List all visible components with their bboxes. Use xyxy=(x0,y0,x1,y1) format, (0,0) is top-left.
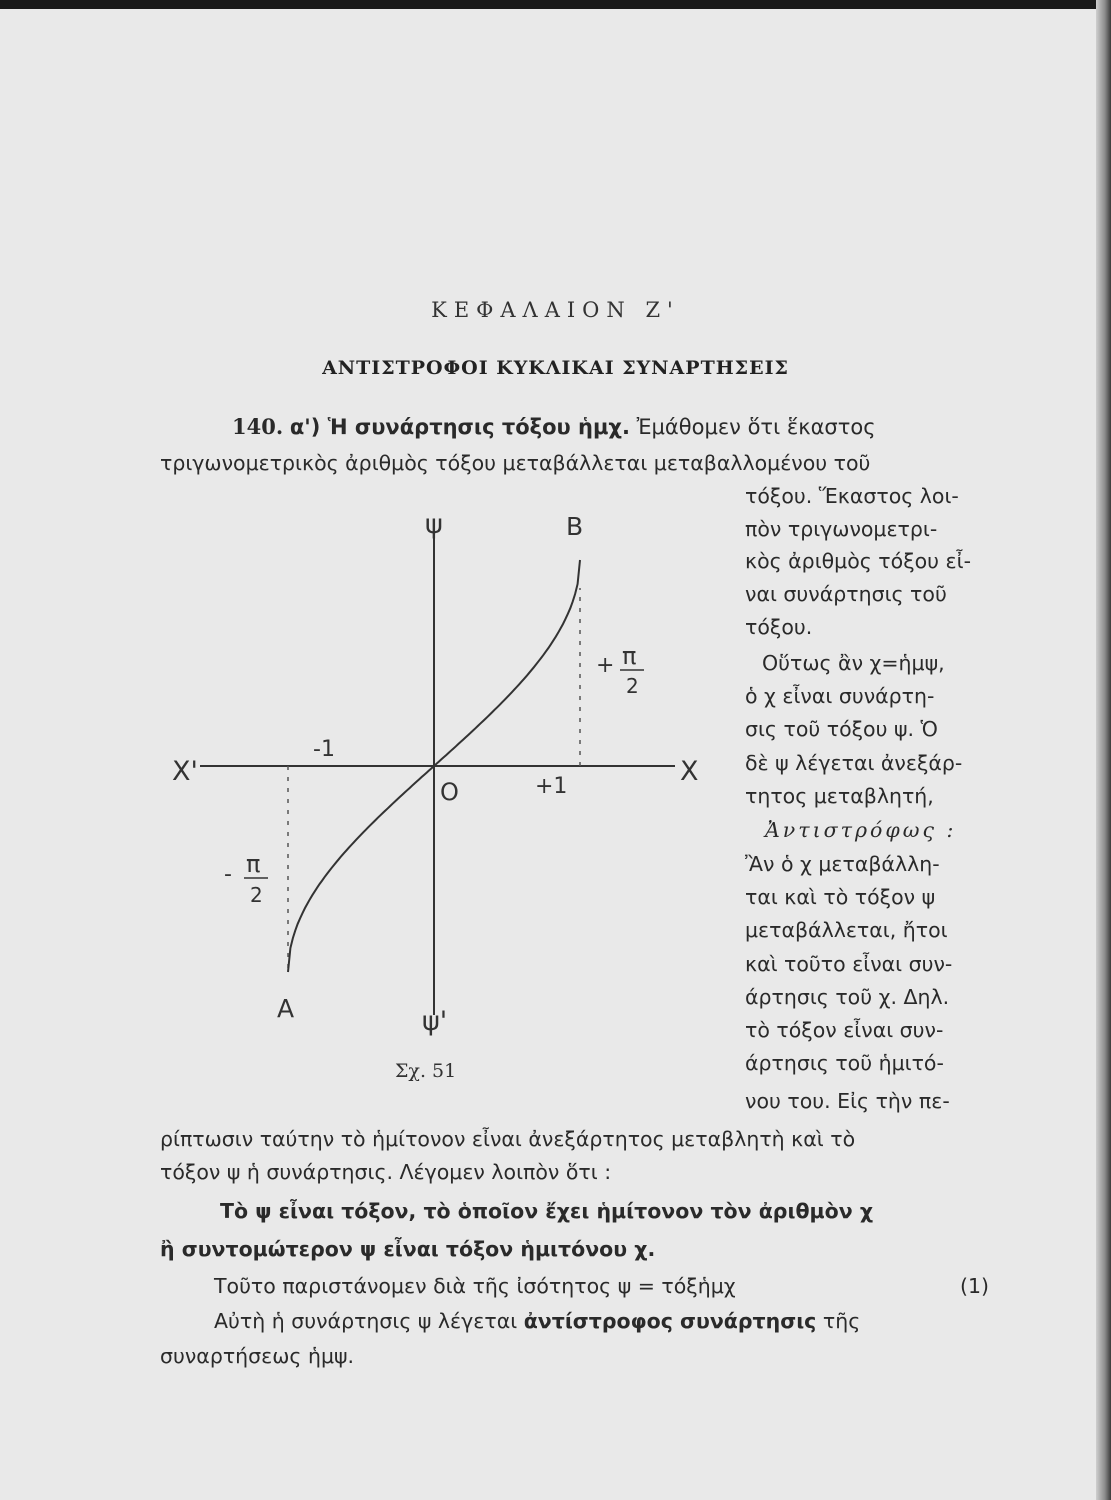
side-text-line: τὸ τόξον εἶναι συν- xyxy=(745,1018,944,1042)
origin-label: Ο xyxy=(440,778,459,806)
side-text-line: άρτησις τοῦ ἡμιτό- xyxy=(745,1051,944,1075)
side-text-line: Οὕτως ἂν χ=ἡμψ, xyxy=(762,651,945,675)
closing-line-2: συναρτήσεως ἡμψ. xyxy=(160,1344,355,1368)
section-number: 140. xyxy=(232,414,284,439)
x-right-label: Χ xyxy=(680,756,699,787)
pi-numerator: π xyxy=(622,642,637,670)
label-plus-pi-over-2 xyxy=(596,642,644,698)
side-text-line: κὸς ἀριθμὸς τόξου εἶ- xyxy=(745,549,971,573)
psi-top-label: ψ xyxy=(425,509,443,540)
point-b-label: Β xyxy=(566,512,584,541)
two-denominator: 2 xyxy=(250,883,263,907)
label-minus-pi-over-2 xyxy=(224,850,268,907)
side-text-line: τητος μεταβλητή, xyxy=(745,784,934,808)
side-text-line: ται καὶ τὸ τόξον ψ xyxy=(745,885,936,909)
plus-sign: + xyxy=(596,653,615,678)
page-edge-shadow xyxy=(1096,0,1111,1500)
closing-line-1 xyxy=(214,1309,860,1333)
section-heading: α') Ἡ συνάρτησις τόξου ἡμχ. xyxy=(289,415,630,439)
side-text-line: σις τοῦ τόξου ψ. Ὁ xyxy=(745,717,938,741)
minus-one-label: -1 xyxy=(313,737,335,762)
section-line-2: τριγωνομετρικὸς ἀριθμὸς τόξου μεταβάλλεται μεταβαλλομένου τοῦ xyxy=(160,451,871,475)
figure-arcsin-graph xyxy=(160,500,720,1090)
arcsin-graph-svg xyxy=(160,500,720,1090)
body-line-2: τόξον ψ ἡ συνάρτησις. Λέγομεν λοιπὸν ὅτι : xyxy=(160,1160,612,1184)
body-line-1: ρίπτωσιν ταύτην τὸ ἡμίτονον εἶναι ἀνεξάρτητος μεταβλητὴ καὶ τὸ xyxy=(160,1127,856,1151)
side-text-line: μεταβάλλεται, ἤτοι xyxy=(745,918,948,942)
definition-line-2: ἢ συντομώτερον ψ εἶναι τόξον ἡμιτόνου χ. xyxy=(160,1237,656,1261)
side-text-line: τόξου. Ἕκαστος λοι- xyxy=(745,484,959,508)
two-denominator: 2 xyxy=(626,674,639,698)
closing-text-c: τῆς xyxy=(822,1309,861,1333)
x-left-label: Χ' xyxy=(172,756,198,787)
pi-numerator: π xyxy=(246,850,261,878)
minus-sign: - xyxy=(224,862,232,887)
closing-text-bold: ἀντίστροφος συνάρτησις xyxy=(523,1309,817,1333)
side-text-line: Ἀντιστρόφως : xyxy=(765,818,957,842)
chapter-subtitle: ΑΝΤΙΣΤΡΟΦΟΙ ΚΥΚΛΙΚΑΙ ΣΥΝΑΡΤΗΣΕΙΣ xyxy=(322,357,789,379)
point-a-label: Α xyxy=(277,994,295,1023)
closing-text-a: Αὐτὴ ἡ συνάρτησις ψ λέγεται xyxy=(214,1309,518,1333)
side-text-line: πὸν τριγωνομετρι- xyxy=(745,517,938,541)
side-text-line: καὶ τοῦτο εἶναι συν- xyxy=(745,952,953,976)
psi-bottom-label: ψ' xyxy=(422,1006,448,1037)
equation-line: Τοῦτο παριστάνομεν διὰ τῆς ἰσότητος ψ = τόξἡμχ xyxy=(214,1274,736,1298)
section-heading-line xyxy=(232,414,876,439)
figure-caption: Σχ. 51 xyxy=(395,1060,457,1082)
definition-line-1: Τὸ ψ εἶναι τόξον, τὸ ὁποῖον ἔχει ἡμίτονον τὸν ἀριθμὸν χ xyxy=(220,1199,874,1223)
top-edge xyxy=(0,0,1111,9)
side-text-line: Ἂν ὁ χ μεταβάλλη- xyxy=(745,852,940,876)
side-text-line: δὲ ψ λέγεται ἀνεξάρ- xyxy=(745,751,963,775)
section-first-line-text: Ἐμάθομεν ὅτι ἕκαστος xyxy=(636,415,876,439)
side-text-line: ὁ χ εἶναι συνάρτη- xyxy=(745,684,935,708)
equation-number: (1) xyxy=(960,1274,990,1298)
side-text-line: τόξου. xyxy=(745,615,813,639)
side-text-line: ναι συνάρτησις τοῦ xyxy=(745,582,947,606)
side-text-line: νου του. Εἰς τὴν πε- xyxy=(745,1089,950,1113)
side-text-line: άρτησις τοῦ χ. Δηλ. xyxy=(745,985,950,1009)
plus-one-label: +1 xyxy=(535,774,568,799)
chapter-title: ΚΕΦΑΛΑΙΟΝ Ζ' xyxy=(431,298,680,322)
